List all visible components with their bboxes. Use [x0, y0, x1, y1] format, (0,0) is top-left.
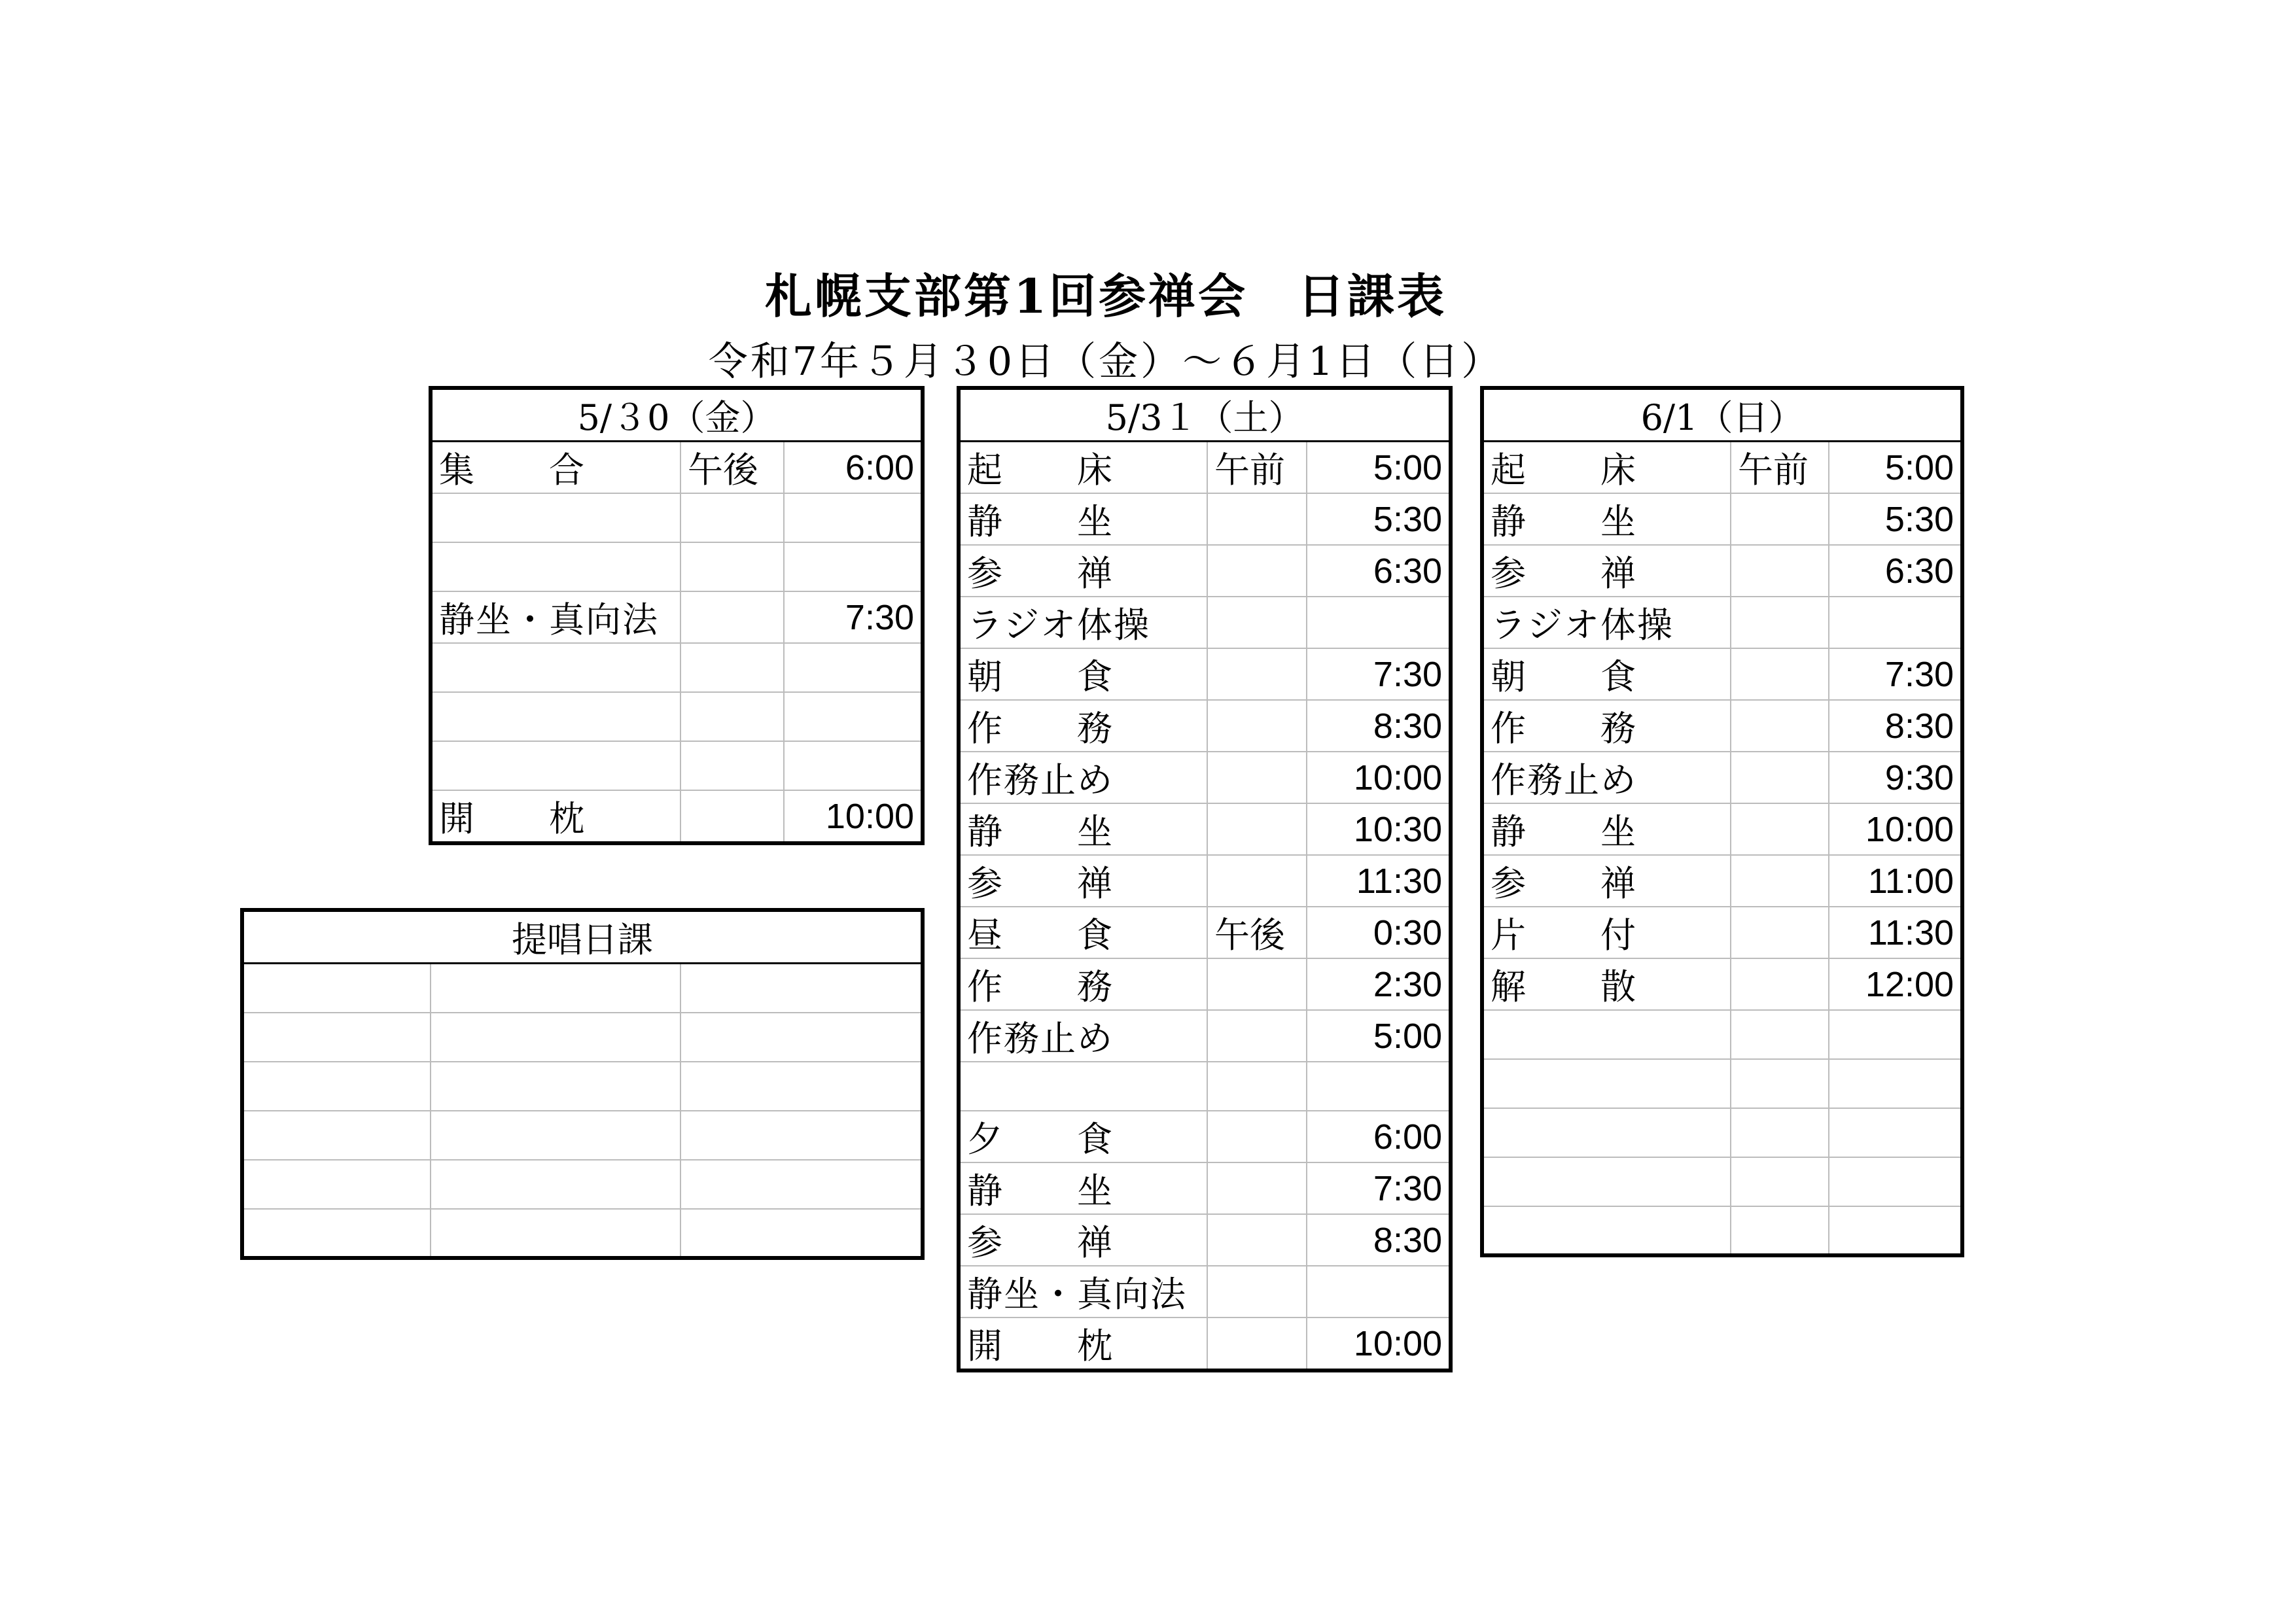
- table-row: [1482, 1059, 1962, 1108]
- table-row: [959, 648, 1451, 700]
- time-cell: 8:30: [1307, 700, 1451, 752]
- table-row: [1482, 803, 1962, 855]
- table-row: [431, 643, 923, 692]
- table-row: [431, 493, 923, 542]
- chant-cell: [431, 964, 680, 1013]
- event-cell: [431, 493, 680, 542]
- time-cell: 6:00: [1307, 1111, 1451, 1162]
- ampm-cell: [1207, 648, 1307, 700]
- event-cell: 静 坐: [959, 803, 1207, 855]
- table-row: [959, 855, 1451, 907]
- event-cell: 作 務: [1482, 700, 1731, 752]
- page-subtitle: 令和7年５月３0日（金）～６月1日（日）: [708, 339, 1504, 385]
- table-header-row: [1482, 388, 1962, 442]
- ampm-cell: [1207, 803, 1307, 855]
- table-row: [1482, 1157, 1962, 1206]
- time-cell: [784, 493, 923, 542]
- event-cell: [1482, 1059, 1731, 1108]
- table-row: [431, 442, 923, 494]
- event-cell: [1482, 1157, 1731, 1206]
- ampm-cell: 午前: [1207, 442, 1307, 494]
- time-cell: 8:30: [1829, 700, 1962, 752]
- table-row: [959, 700, 1451, 752]
- chant-cell: [242, 1013, 431, 1062]
- ampm-cell: [1731, 493, 1829, 545]
- time-cell: [1829, 1108, 1962, 1157]
- ampm-cell: [1207, 958, 1307, 1010]
- time-cell: [1307, 1062, 1451, 1111]
- time-cell: [1829, 1157, 1962, 1206]
- date-header: 6/1（日）: [1482, 388, 1962, 442]
- date-header: 5/3１（土）: [959, 388, 1451, 442]
- event-cell: 静 坐: [959, 1162, 1207, 1214]
- table-header-row: [431, 388, 923, 442]
- event-cell: 作務止め: [959, 1010, 1207, 1062]
- table-row: [1482, 958, 1962, 1010]
- chant-cell: [431, 1160, 680, 1209]
- table-row: [1482, 700, 1962, 752]
- time-cell: 7:30: [1307, 1162, 1451, 1214]
- ampm-cell: [1731, 1059, 1829, 1108]
- time-cell: 12:00: [1829, 958, 1962, 1010]
- event-cell: 昼 食: [959, 907, 1207, 958]
- time-cell: 7:30: [784, 591, 923, 643]
- time-cell: [784, 542, 923, 591]
- event-cell: 静 坐: [1482, 493, 1731, 545]
- ampm-cell: [1207, 1266, 1307, 1318]
- table-row: [1482, 1108, 1962, 1157]
- chant-cell: [431, 1209, 680, 1258]
- event-cell: 静坐・真向法: [959, 1266, 1207, 1318]
- event-cell: [1482, 1206, 1731, 1255]
- time-cell: [1829, 1206, 1962, 1255]
- table-row: [431, 692, 923, 741]
- time-cell: 5:00: [1307, 442, 1451, 494]
- time-cell: 5:00: [1307, 1010, 1451, 1062]
- ampm-cell: [1207, 493, 1307, 545]
- event-cell: 参 禅: [1482, 855, 1731, 907]
- date-header: 5/３0（金）: [431, 388, 923, 442]
- chant-cell: [431, 1013, 680, 1062]
- event-cell: [431, 643, 680, 692]
- table-row: [242, 1111, 923, 1160]
- table-row: [959, 1010, 1451, 1062]
- time-cell: 10:00: [784, 790, 923, 843]
- ampm-cell: [1207, 752, 1307, 803]
- table-row: [1482, 1206, 1962, 1255]
- time-cell: [1307, 597, 1451, 648]
- ampm-cell: [1207, 700, 1307, 752]
- table-row: [959, 1162, 1451, 1214]
- table-row: [242, 1160, 923, 1209]
- table-row: [959, 958, 1451, 1010]
- event-cell: [431, 741, 680, 790]
- ampm-cell: 午後: [1207, 907, 1307, 958]
- table-row: [1482, 442, 1962, 494]
- ampm-cell: [1207, 1062, 1307, 1111]
- event-cell: [431, 692, 680, 741]
- time-cell: 10:00: [1829, 803, 1962, 855]
- time-cell: 11:30: [1307, 855, 1451, 907]
- table-row: [1482, 545, 1962, 597]
- event-cell: 参 禅: [959, 545, 1207, 597]
- chant-cell: [242, 964, 431, 1013]
- time-cell: 0:30: [1307, 907, 1451, 958]
- event-cell: ラジオ体操: [959, 597, 1207, 648]
- ampm-cell: [1207, 1010, 1307, 1062]
- event-cell: 作務止め: [1482, 752, 1731, 803]
- time-cell: [784, 643, 923, 692]
- event-cell: [959, 1062, 1207, 1111]
- ampm-cell: [1207, 1111, 1307, 1162]
- ampm-cell: [680, 591, 784, 643]
- event-cell: 作務止め: [959, 752, 1207, 803]
- event-cell: 起 床: [959, 442, 1207, 494]
- time-cell: 10:30: [1307, 803, 1451, 855]
- time-cell: 9:30: [1829, 752, 1962, 803]
- time-cell: 2:30: [1307, 958, 1451, 1010]
- event-cell: 集 合: [431, 442, 680, 494]
- time-cell: 7:30: [1829, 648, 1962, 700]
- chant-schedule-table: [240, 908, 925, 1260]
- ampm-cell: [1731, 803, 1829, 855]
- event-cell: 参 禅: [1482, 545, 1731, 597]
- table-row: [242, 1062, 923, 1111]
- chant-cell: [680, 1062, 923, 1111]
- ampm-cell: [680, 741, 784, 790]
- ampm-cell: [1207, 1214, 1307, 1266]
- time-cell: [1829, 1010, 1962, 1059]
- time-cell: 5:30: [1307, 493, 1451, 545]
- table-row: [242, 964, 923, 1013]
- time-cell: 6:30: [1307, 545, 1451, 597]
- event-cell: 作 務: [959, 700, 1207, 752]
- event-cell: [1482, 1108, 1731, 1157]
- chant-cell: [680, 1160, 923, 1209]
- ampm-cell: [1731, 700, 1829, 752]
- page-title: 札幌支部第1回参禅会 日課表: [764, 268, 1447, 324]
- table-row: [1482, 493, 1962, 545]
- table-row: [959, 545, 1451, 597]
- event-cell: 朝 食: [1482, 648, 1731, 700]
- ampm-cell: 午前: [1731, 442, 1829, 494]
- chant-cell: [431, 1062, 680, 1111]
- table-row: [959, 907, 1451, 958]
- ampm-cell: [1207, 545, 1307, 597]
- time-cell: 6:30: [1829, 545, 1962, 597]
- table-row: [242, 1013, 923, 1062]
- table-row: [959, 1111, 1451, 1162]
- table-row: [959, 1318, 1451, 1370]
- event-cell: 解 散: [1482, 958, 1731, 1010]
- event-cell: 静坐・真向法: [431, 591, 680, 643]
- schedule-table-day3: [1480, 386, 1964, 1257]
- schedule-table-day2: [957, 386, 1453, 1372]
- ampm-cell: [680, 643, 784, 692]
- ampm-cell: [1731, 958, 1829, 1010]
- table-row: [431, 741, 923, 790]
- chant-cell: [242, 1160, 431, 1209]
- table-row: [1482, 855, 1962, 907]
- ampm-cell: [1207, 1318, 1307, 1370]
- table-row: [431, 542, 923, 591]
- time-cell: 5:00: [1829, 442, 1962, 494]
- table-header-row: [959, 388, 1451, 442]
- chant-header: 提唱日課: [242, 910, 923, 964]
- time-cell: 6:00: [784, 442, 923, 494]
- time-cell: [1307, 1266, 1451, 1318]
- chant-cell: [242, 1111, 431, 1160]
- event-cell: 参 禅: [959, 1214, 1207, 1266]
- time-cell: [1829, 597, 1962, 648]
- table-row: [959, 442, 1451, 494]
- ampm-cell: [1731, 855, 1829, 907]
- chant-cell: [680, 1111, 923, 1160]
- table-row: [959, 1266, 1451, 1318]
- ampm-cell: [1731, 752, 1829, 803]
- ampm-cell: [1731, 1108, 1829, 1157]
- table-row: [959, 803, 1451, 855]
- ampm-cell: 午後: [680, 442, 784, 494]
- ampm-cell: [1207, 597, 1307, 648]
- chant-cell: [680, 1013, 923, 1062]
- table-header-row: [242, 910, 923, 964]
- table-row: [959, 493, 1451, 545]
- event-cell: ラジオ体操: [1482, 597, 1731, 648]
- chant-cell: [680, 1209, 923, 1258]
- chant-cell: [431, 1111, 680, 1160]
- ampm-cell: [1731, 648, 1829, 700]
- event-cell: 起 床: [1482, 442, 1731, 494]
- table-row: [959, 752, 1451, 803]
- ampm-cell: [1731, 907, 1829, 958]
- time-cell: 10:00: [1307, 1318, 1451, 1370]
- time-cell: [1829, 1059, 1962, 1108]
- table-row: [1482, 907, 1962, 958]
- ampm-cell: [1731, 545, 1829, 597]
- ampm-cell: [1207, 855, 1307, 907]
- table-row: [959, 1062, 1451, 1111]
- ampm-cell: [1731, 597, 1829, 648]
- ampm-cell: [680, 542, 784, 591]
- time-cell: [784, 692, 923, 741]
- table-row: [1482, 1010, 1962, 1059]
- chant-cell: [242, 1062, 431, 1111]
- time-cell: 8:30: [1307, 1214, 1451, 1266]
- table-row: [959, 597, 1451, 648]
- schedule-table-day1: [429, 386, 925, 845]
- ampm-cell: [1731, 1010, 1829, 1059]
- event-cell: 参 禅: [959, 855, 1207, 907]
- event-cell: 静 坐: [1482, 803, 1731, 855]
- time-cell: 11:00: [1829, 855, 1962, 907]
- chant-cell: [242, 1209, 431, 1258]
- event-cell: 開 枕: [959, 1318, 1207, 1370]
- event-cell: 開 枕: [431, 790, 680, 843]
- event-cell: 夕 食: [959, 1111, 1207, 1162]
- event-cell: [431, 542, 680, 591]
- time-cell: 11:30: [1829, 907, 1962, 958]
- event-cell: [1482, 1010, 1731, 1059]
- table-row: [431, 790, 923, 843]
- table-row: [959, 1214, 1451, 1266]
- table-row: [1482, 648, 1962, 700]
- event-cell: 片 付: [1482, 907, 1731, 958]
- event-cell: 静 坐: [959, 493, 1207, 545]
- ampm-cell: [1731, 1206, 1829, 1255]
- ampm-cell: [1731, 1157, 1829, 1206]
- time-cell: 10:00: [1307, 752, 1451, 803]
- time-cell: 5:30: [1829, 493, 1962, 545]
- table-row: [1482, 597, 1962, 648]
- time-cell: 7:30: [1307, 648, 1451, 700]
- ampm-cell: [680, 692, 784, 741]
- ampm-cell: [680, 790, 784, 843]
- ampm-cell: [1207, 1162, 1307, 1214]
- table-row: [431, 591, 923, 643]
- event-cell: 朝 食: [959, 648, 1207, 700]
- event-cell: 作 務: [959, 958, 1207, 1010]
- table-row: [242, 1209, 923, 1258]
- time-cell: [784, 741, 923, 790]
- table-row: [1482, 752, 1962, 803]
- ampm-cell: [680, 493, 784, 542]
- chant-cell: [680, 964, 923, 1013]
